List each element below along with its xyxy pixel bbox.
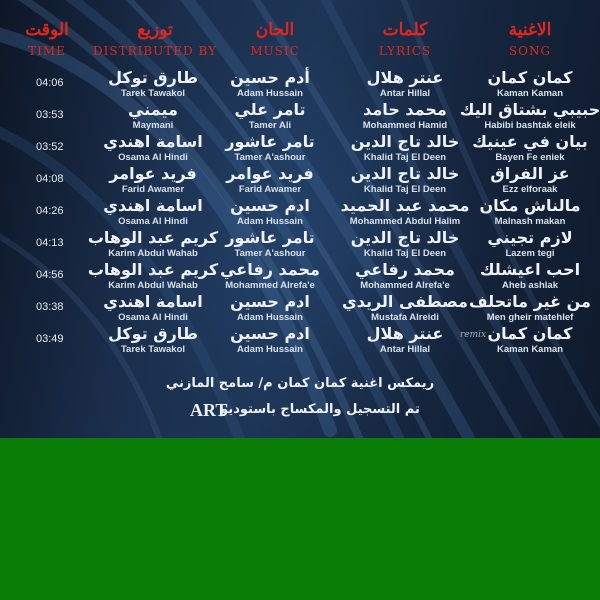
header-song-ar: الاغنية <box>508 20 552 40</box>
arranger-en: Tarek Tawakol <box>120 88 186 99</box>
arranger-ar: اسامة اهندي <box>103 196 203 215</box>
song-title-en: Habibi bashtak eleik <box>484 120 576 131</box>
composer-en: Farid Awamer <box>238 184 302 195</box>
song-title-en: Men gheir matehlef <box>486 312 574 323</box>
arranger-ar: طارق توكل <box>108 324 198 343</box>
track-duration: 04:13 <box>36 237 64 249</box>
composer-en: Adam Hussain <box>237 216 303 227</box>
song-title-en: Ezz elforaak <box>502 184 558 195</box>
lyricist-ar: خالد تاج الدين <box>350 228 460 247</box>
lyricist-en: Khalid Taj El Deen <box>363 184 447 195</box>
studio-credit: تم التسجيل والمكساج باستوديو <box>220 402 420 417</box>
arranger-ar: ميمني <box>128 100 178 119</box>
composer-en: Adam Hussain <box>237 312 303 323</box>
track-duration: 03:53 <box>36 109 64 121</box>
lyricist-ar: خالد تاج الدين <box>350 132 460 151</box>
track-row <box>0 68 600 100</box>
composer-en: Mohammed Alrefa'e <box>225 280 315 291</box>
track-duration: 04:08 <box>36 173 64 185</box>
lyricist-en: Antar Hillal <box>379 344 431 355</box>
header-time-en: TIME <box>28 44 66 58</box>
arranger-en: Karim Abdul Wahab <box>108 280 198 291</box>
arranger-en: Osama Al Hindi <box>118 216 188 227</box>
track-row <box>0 228 600 260</box>
track-duration: 03:38 <box>36 301 64 313</box>
composer-en: Tamer A'ashour <box>234 152 306 163</box>
lyricist-ar: محمد حامد <box>363 100 447 119</box>
studio-name: ART <box>190 400 228 420</box>
song-title-ar: عز الفراق <box>490 164 570 183</box>
song-title-en: Bayen Fe eniek <box>495 152 565 163</box>
arranger-en: Karim Abdul Wahab <box>108 248 198 259</box>
arranger-en: Osama Al Hindi <box>118 312 188 323</box>
track-duration: 03:49 <box>36 333 64 345</box>
remix-tag: remix <box>460 330 487 340</box>
arranger-ar: كريم عبد الوهاب <box>87 228 219 247</box>
track-row <box>0 324 600 356</box>
composer-en: Adam Hussain <box>237 344 303 355</box>
track-duration: 04:26 <box>36 205 64 217</box>
song-title-en: Kaman Kaman <box>497 344 563 355</box>
composer-ar: ادم حسين <box>230 324 310 343</box>
lyricist-en: Mohammed Hamid <box>362 120 448 131</box>
composer-ar: أدم حسين <box>230 68 310 87</box>
song-title-ar: كمان كمان <box>487 68 573 87</box>
composer-en: Tamer Ali <box>248 120 292 131</box>
header-song-en: SONG <box>508 44 552 58</box>
song-title-ar: احب اعيشلك <box>479 260 581 279</box>
header-time-ar: الوقت <box>25 20 69 40</box>
lyricist-en: Antar Hillal <box>379 88 431 99</box>
song-title-en: Lazem tegi <box>505 248 555 259</box>
track-row <box>0 164 600 196</box>
track-row <box>0 100 600 132</box>
composer-ar: محمد رفاعي <box>220 260 320 279</box>
lyricist-en: Mohammed Abdul Halim <box>349 216 461 227</box>
composer-en: Tamer A'ashour <box>234 248 306 259</box>
song-title-ar: من غير ماتحلف <box>469 292 591 311</box>
song-title-en: Malnash makan <box>494 216 566 227</box>
arranger-en: Farid Awamer <box>121 184 185 195</box>
arranger-ar: اسامة اهندي <box>103 132 203 151</box>
composer-ar: ادم حسين <box>230 196 310 215</box>
header-music-en: MUSIC <box>250 44 300 58</box>
composer-ar: ادم حسين <box>230 292 310 311</box>
track-duration: 04:06 <box>36 77 64 89</box>
lyricist-ar: مصطفى الريدي <box>342 292 468 311</box>
lyricist-ar: محمد عبد الحميد <box>340 196 470 215</box>
composer-ar: فريد عوامر <box>226 164 314 183</box>
track-row <box>0 132 600 164</box>
arranger-ar: فريد عوامر <box>109 164 197 183</box>
header-distribution-en: DISTRIBUTED BY <box>92 44 218 58</box>
composer-en: Adam Hussain <box>237 88 303 99</box>
song-title-ar: مالناش مكان <box>479 196 581 215</box>
song-title-ar: كمان كمان <box>487 324 573 343</box>
track-row <box>0 292 600 324</box>
song-title-ar: بيان في عينيك <box>472 132 588 151</box>
lyricist-en: Mohammed Alrefa'e <box>360 280 450 291</box>
lyricist-ar: عنتر هلال <box>366 324 444 343</box>
lyricist-ar: عنتر هلال <box>366 68 444 87</box>
song-title-en: Kaman Kaman <box>497 88 563 99</box>
header-lyrics-ar: كلمات <box>382 20 428 40</box>
header-distribution-ar: توزيع <box>137 20 173 40</box>
arranger-en: Tarek Tawakol <box>120 344 186 355</box>
arranger-ar: طارق توكل <box>108 68 198 87</box>
composer-ar: تامر علي <box>234 100 306 119</box>
lyricist-en: Mustafa Alreidi <box>371 312 439 323</box>
song-title-ar: لازم تجيني <box>487 228 573 247</box>
song-title-en: Aheb ashlak <box>502 280 558 291</box>
track-duration: 03:52 <box>36 141 64 153</box>
arranger-ar: اسامة اهندي <box>103 292 203 311</box>
remix-credit: ريمكس اغنية كمان كمان م/ سامح المازني <box>165 376 435 391</box>
lyricist-ar: محمد رفاعي <box>355 260 455 279</box>
arranger-en: Osama Al Hindi <box>118 152 188 163</box>
composer-ar: تامر عاشور <box>225 132 315 151</box>
arranger-en: Maymani <box>132 120 174 131</box>
track-row <box>0 260 600 292</box>
lyricist-ar: خالد تاج الدين <box>350 164 460 183</box>
lyricist-en: Khalid Taj El Deen <box>363 248 447 259</box>
lyricist-en: Khalid Taj El Deen <box>363 152 447 163</box>
arranger-ar: كريم عبد الوهاب <box>87 260 219 279</box>
track-row <box>0 196 600 228</box>
header-lyrics-en: LYRICS <box>378 44 432 58</box>
song-title-ar: حبيبي بشتاق اليك <box>459 100 600 119</box>
header-music-ar: الحان <box>255 20 295 40</box>
composer-ar: تامر عاشور <box>225 228 315 247</box>
track-duration: 04:56 <box>36 269 64 281</box>
